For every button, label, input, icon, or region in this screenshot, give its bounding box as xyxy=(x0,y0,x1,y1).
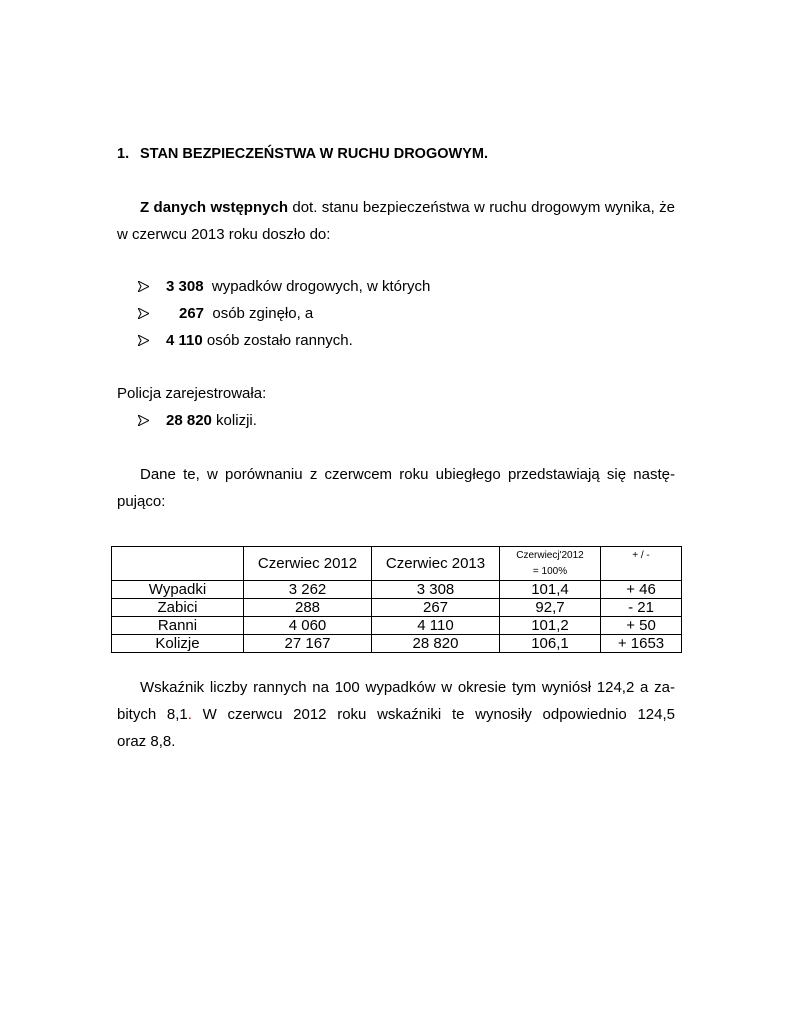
header-cell: + / - xyxy=(601,547,682,581)
indicator-line-2b: W czerwcu 2012 roku wskaźniki te wynosiły odpowiednio 124,5 xyxy=(191,706,675,723)
list-item xyxy=(138,332,353,349)
table-cell: 101,2 xyxy=(500,617,601,635)
table-cell: 101,4 xyxy=(500,581,601,599)
arrow-bullet-icon xyxy=(138,305,166,322)
table-row xyxy=(112,617,682,635)
table-cell: 28 820 xyxy=(372,635,500,653)
comparison-table xyxy=(111,546,682,653)
table-cell: + 46 xyxy=(601,581,682,599)
table-cell: Kolizje xyxy=(112,635,244,653)
arrow-bullet-icon xyxy=(138,278,166,295)
indicator-line-3: oraz 8,8. xyxy=(117,733,176,750)
header-cell xyxy=(112,547,244,581)
table-cell: Zabici xyxy=(112,599,244,617)
list-item xyxy=(138,412,257,429)
table-cell: Ranni xyxy=(112,617,244,635)
table-cell: - 21 xyxy=(601,599,682,617)
intro-text: dot. stanu bezpieczeństwa w ruchu drogowym wynika, że w czerwcu 2013 roku doszło do: xyxy=(117,199,675,243)
table-row xyxy=(112,635,682,653)
indicator-red-dot: . xyxy=(187,706,192,723)
table-cell: 288 xyxy=(244,599,372,617)
police-label: Policja zarejestrowała: xyxy=(117,385,267,402)
header-cell: Czerwiecj'2012 = 100% xyxy=(500,547,601,581)
table-row xyxy=(112,581,682,599)
table-cell: 106,1 xyxy=(500,635,601,653)
comparison-line-2: pująco: xyxy=(117,493,166,510)
table-cell: 3 262 xyxy=(244,581,372,599)
arrow-bullet-icon xyxy=(138,332,166,349)
table-cell: 267 xyxy=(372,599,500,617)
table-cell: Wypadki xyxy=(112,581,244,599)
bullet-value: 267 xyxy=(179,305,205,322)
arrow-bullet-icon xyxy=(138,412,166,429)
header-cell: Czerwiec 2013 xyxy=(372,547,500,581)
bullet-text: wypadków drogowych, w których xyxy=(203,278,431,295)
section-heading xyxy=(117,146,488,162)
table-cell: 4 110 xyxy=(372,617,500,635)
indicator-line-2a: bitych 8,1 xyxy=(117,706,188,723)
list-item xyxy=(138,278,430,295)
comparison-line-1: Dane te, w porównaniu z czerwcem roku ubiegłego przedstawiają się nastę- xyxy=(140,466,675,483)
bullet-value: 4 110 xyxy=(166,332,203,349)
section-title: STAN BEZPIECZEŃSTWA W RUCHU DROGOWYM. xyxy=(140,146,488,162)
comparison-paragraph xyxy=(117,461,675,515)
intro-paragraph xyxy=(117,194,675,248)
bullet-text: osób zostało rannych. xyxy=(202,332,353,349)
bullet-text: kolizji. xyxy=(211,412,257,429)
bullet-value: 3 308 xyxy=(166,278,204,295)
bullet-text: osób zginęło, a xyxy=(204,305,314,322)
table-header-row xyxy=(112,547,682,581)
list-item xyxy=(138,305,313,322)
section-number: 1. xyxy=(117,146,130,162)
table-cell: 3 308 xyxy=(372,581,500,599)
indicator-line-1: Wskaźnik liczby rannych na 100 wypadków w okresie tym wyniósł 124,2 a za- xyxy=(140,679,675,696)
indicator-paragraph xyxy=(117,674,675,755)
header-cell: Czerwiec 2012 xyxy=(244,547,372,581)
table-cell: + 1653 xyxy=(601,635,682,653)
table-row xyxy=(112,599,682,617)
intro-bold-lead: Z danych wstępnych xyxy=(140,199,288,216)
table-cell: + 50 xyxy=(601,617,682,635)
bullet-value: 28 820 xyxy=(166,412,212,429)
table-cell: 92,7 xyxy=(500,599,601,617)
table-cell: 27 167 xyxy=(244,635,372,653)
table-cell: 4 060 xyxy=(244,617,372,635)
